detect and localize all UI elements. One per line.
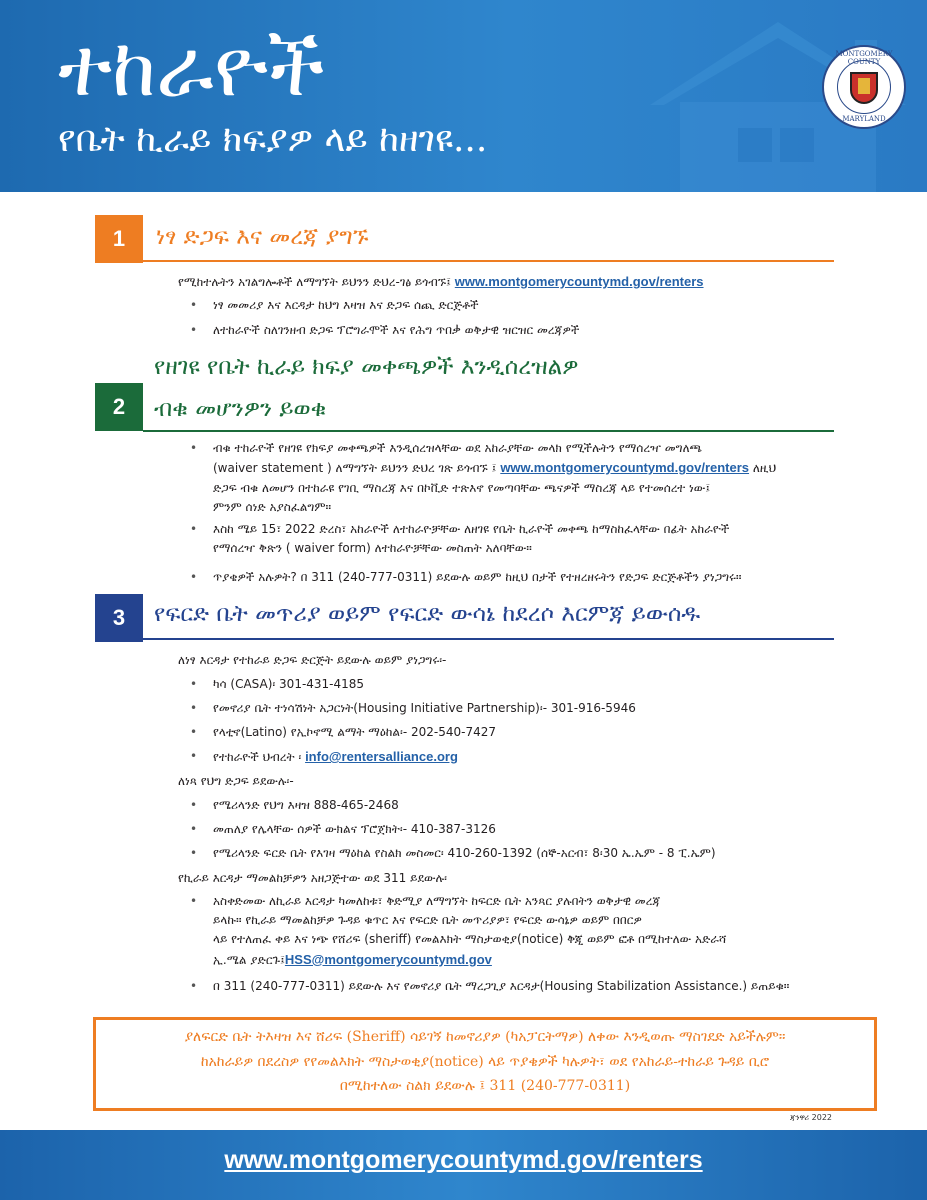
section-2-title-line-2: ብቁ መሆንዎን ይወቁ (154, 396, 327, 422)
section-1-intro (178, 272, 858, 292)
section-3-list-2-item-3: • የሜሪላንድ ፍርድ ቤት የእገዛ ማዕከል የስልክ መስመር፡ 410-260-1392 (ሰኞ-አርብ፣ 8፡30 ኤ.ኤም - 8 ፒ.ኤም) (213, 844, 853, 863)
s2-b1-line-b (213, 458, 853, 479)
seal-bottom-text: MARYLAND (842, 115, 886, 123)
s2-b1-line-d: ድጋፍ ብቁ ለመሆን በተከራዩ የገቢ ማስረጃ እና በኮቪድ ተጽእኖ የመጣባቸው ጫናዎች ማስረጃ ላይ የተመሰረተ ነው፤ (213, 480, 711, 495)
s2-b1-line-a: • ብቁ ተከራዮች የዘገዩ የክፍያ መቀጫዎች እንዲሰረዝላቸው ወደ አከራያቸው መላክ የሚችሉትን የማሰረዣ መግለጫ (213, 441, 702, 455)
section-1-bullet-1: • ነፃ መመሪያ እና እርዳታ ከህግ እዛዝ እና ድጋፍ ሰጪ ድርጅቶች (213, 296, 853, 315)
section-3-list-3-item-1 (213, 892, 853, 970)
s3-b-line-d (213, 950, 853, 971)
section-3-list-1-item-2: • የመኖሪያ ቤት ተነሳሽነት አጋርነት(Housing Initiative Partnership)፡- 301-916-5946 (213, 699, 853, 718)
footer-banner (0, 1130, 927, 1200)
section-1-rule (143, 260, 834, 262)
seal-top-text: MONTGOMERY COUNTY (835, 50, 893, 66)
section-1-intro-text: የሚከተሉትን አገልግሎቶች ለማግኘት ይህንን ድህረ-ገፅ ይጎብኙ፤ (178, 275, 451, 289)
date-tag: ጃንዋሪ 2022 (790, 1113, 833, 1122)
s2-b2-line-a: • እስከ ሜይ 15፣ 2022 ድረስ፣ አከራዮች ለተከራዮቻቸው ለዘገዩ የቤት ኪራዮች መቀጫ ከማስከፈላቸው በፊት አከራዮች (213, 522, 730, 536)
section-3-list-2-item-1: • የሜሪላንድ የህግ እዛዝ 888-465-2468 (213, 796, 853, 815)
s2-b1-text-b: (waiver statement ) ለማግኘት ይህንን ድህረ ገጽ ይጎብኙ ፤ (213, 461, 497, 476)
section-3-title: የፍርድ ቤት መጥሪያ ወይም የፍርድ ውሳኔ ከደረሶ እርምጃ ይውሰዱ (154, 601, 701, 627)
section-3-intro-3: የኪራይ እርዳታ ማመልከቻዎን አዘጋጅተው ወደ 311 ይደውሉ፡ (178, 871, 447, 885)
renters-alliance-label: የተከራዮች ህብረት ፡ (213, 750, 302, 764)
notice-line-3: በሚከተለው ስልክ ይደውሉ ፤ 311 (240-777-0311) (339, 1078, 631, 1094)
s3-b-text-d: ኢ.ሜል ያድርጉ፤ (213, 952, 285, 967)
notice-line-1: ያለፍርድ ቤት ትእዛዝ እና ሸሪፍ (Sheriff) ሳይገኝ ከመኖሪያዎ (ካአፓርትማዎ) ለቀው እንዲወጡ ማስገደድ አይችሉም። (184, 1029, 786, 1045)
section-1-number: 1 (95, 215, 143, 263)
section-3-intro-1: ለነፃ እርዳታ የተከራይ ድጋፍ ድርጅት ይደውሉ ወይም ያነጋግሩ፡- (178, 653, 447, 667)
section-2-number: 2 (95, 383, 143, 431)
section-1-title: ነፃ ድጋፍ እና መረጃ ያግኙ (156, 224, 369, 250)
section-3-list-2-item-2: • መጠለያ የሌላቸው ሰዎች ውክልና ፕሮጀክት፡- 410-387-3126 (213, 820, 853, 839)
eviction-notice-box (93, 1017, 877, 1111)
footer-renters-link[interactable]: www.montgomerycountymd.gov/renters (224, 1146, 703, 1174)
s2-b1-line-e: ምንም ሰነድ አያስፈልግም። (213, 500, 332, 515)
section-3-list-1-item-1: • ካሳ (CASA)፡ 301-431-4185 (213, 675, 853, 694)
section-3-intro-2: ለነጻ የህግ ድጋፍ ይደውሉ፡- (178, 774, 294, 788)
section-2-rule (143, 430, 834, 432)
section-3-list-1-item-3: • የላቲኖ(Latino) የኢኮኖሚ ልማት ማዕከል፡- 202-540-7427 (213, 723, 853, 742)
section-2-title-line-1: የዘገዩ የቤት ኪራይ ክፍያ መቀጫዎች እንዲሰረዝልዎ (154, 354, 579, 380)
s3-b-line-a: • አስቀድመው ለኪራይ እርዳታ ካመለከቱ፣ ቅድሚያ ለማግኘት ከፍርድ ቤት አንጻር ያሉበትን ወቅታዊ መረጃ (213, 894, 661, 908)
page-title: ተከራዮች (58, 21, 325, 114)
section-2-bullet-3: • ጥያቄዎች አሉዎት? በ 311 (240-777-0311) ይደውሉ ወይም ከዚህ በታች የተዘረዘሩትን የድጋፍ ድርጅቶችን ያነጋግሩ። (213, 568, 853, 587)
notice-line-2: ከአከራይዎ በደረስዎ የየመልእክት ማስታወቂያ(notice) ላይ ጥያቄዎች ካሉዎት፣ ወደ የአከራይ-ተከራይ ጉዳይ ቢሮ (200, 1053, 770, 1070)
renters-link-2[interactable]: www.montgomerycountymd.gov/renters (500, 460, 750, 476)
section-3-list-1-item-4 (213, 747, 853, 768)
s2-b1-text-c: ለዚህ (752, 461, 777, 476)
section-3-number: 3 (95, 594, 143, 642)
s3-b-line-b: ይላኩ። የኪራይ ማመልከቻዎ ጉዳይ ቁጥር እና የፍርድ ቤት መጥሪያዎ፣ የፍርድ ውሳኔዎ ወይም በበርዎ (213, 913, 642, 928)
page-subtitle: የቤት ኪራይ ክፍያዎ ላይ ከዘገዩ... (58, 119, 488, 160)
section-3-rule (143, 638, 834, 640)
county-seal-logo (822, 45, 906, 129)
section-1-bullet-2: • ለተከራዮች ስለገንዘብ ድጋፍ ፕሮግራሞች እና የሕግ ጥበቃ ወቅታዊ ዝርዝር መረጃዎች (213, 321, 853, 340)
section-3-list-3-item-2: • በ 311 (240-777-0311) ይደውሉ እና የመኖሪያ ቤት ማረጋጊያ እርዳታ(Housing Stabilization Assistance.) ይጠይቁ። (213, 977, 853, 996)
section-2-bullet-2 (213, 520, 853, 558)
s2-b2-line-b: የማሰረዣ ቅጽን ( waiver form) ለተከራዮቻቸው መስጠት አለባቸው። (213, 541, 532, 556)
seal-shield-icon (850, 72, 878, 104)
s3-b-line-c: ላይ የተለጠፈ ቀይ እና ነጭ የሸሪፍ (sheriff) የመልእክት ማስታወቂያ(notice) ቅጂ ወይም ፎቶ በሚከተለው አድራሻ (213, 932, 727, 947)
renters-link-1[interactable]: www.montgomerycountymd.gov/renters (454, 274, 704, 289)
section-2-bullet-1 (213, 439, 853, 517)
header-banner (0, 0, 927, 192)
hss-email-link[interactable]: HSS@montgomerycountymd.gov (284, 951, 492, 967)
renters-alliance-email-link[interactable]: info@rentersalliance.org (305, 749, 458, 764)
